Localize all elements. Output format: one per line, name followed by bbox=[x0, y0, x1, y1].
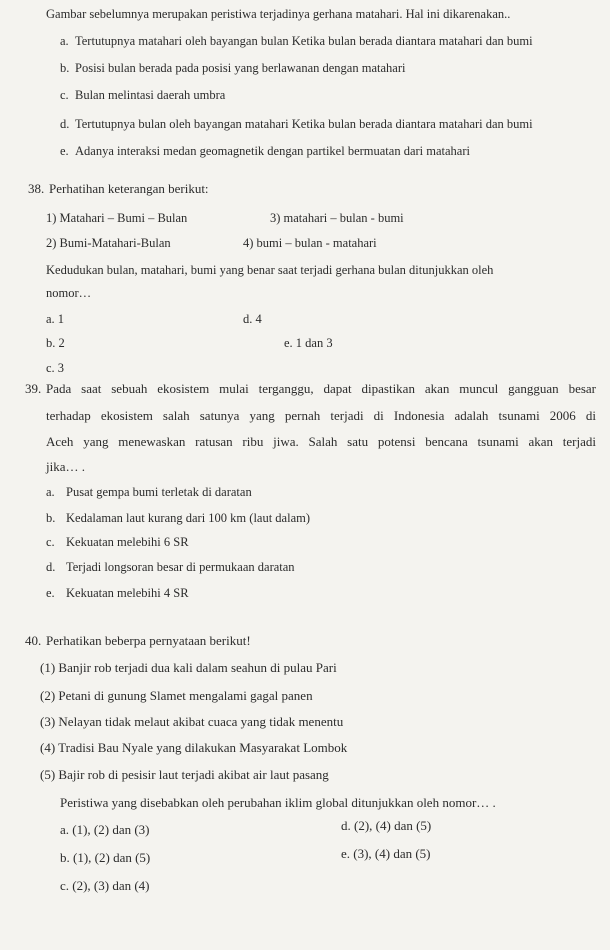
q40-statement-4: (4) Tradisi Bau Nyale yang dilakukan Masyarakat Lombok bbox=[40, 740, 348, 755]
q40-number: 40. bbox=[25, 633, 42, 648]
q37-option-c-text: Bulan melintasi daerah umbra bbox=[75, 88, 226, 102]
q37-option-e-text: Adanya interaksi medan geomagnetik dengan partikel bermuatan dari matahari bbox=[75, 144, 470, 158]
q39-text-line-4: jika… . bbox=[46, 459, 85, 474]
q40-option-a: a. (1), (2) dan (3) bbox=[60, 822, 150, 837]
q37-option-b-text: Posisi bulan berada pada posisi yang berlawanan dengan matahari bbox=[75, 61, 406, 75]
q40-option-b: b. (1), (2) dan (5) bbox=[60, 850, 151, 865]
q39-text-line-3: Aceh yang menewaskan ratusan ribu jiwa. Salah satu potensi bencana tsunami akan terjadi bbox=[46, 434, 596, 449]
q38-item-3: 3) matahari – bulan - bumi bbox=[270, 211, 404, 225]
q38-prompt-line-1: Kedudukan bulan, matahari, bumi yang benar saat terjadi gerhana bulan ditunjukkan oleh bbox=[46, 263, 494, 277]
q37-option-a-text: Tertutupnya matahari oleh bayangan bulan Ketika bulan berada diantara matahari dan bumi bbox=[75, 34, 533, 48]
q37-option-a-key: a. bbox=[60, 34, 69, 48]
q39-text-line-1: Pada saat sebuah ekosistem mulai terganggu, dapat dipastikan akan muncul gangguan besar bbox=[46, 381, 596, 396]
q39-option-a-key: a. bbox=[46, 485, 55, 499]
q37-option-c-key: c. bbox=[60, 88, 69, 102]
q37-option-d-key: d. bbox=[60, 117, 70, 131]
q38-title: Perhatihan keterangan berikut: bbox=[49, 181, 209, 196]
q38-option-a: a. 1 bbox=[46, 312, 65, 326]
q38-item-4: 4) bumi – bulan - matahari bbox=[243, 236, 377, 250]
q38-option-d: d. 4 bbox=[243, 312, 262, 326]
q40-statement-5: (5) Bajir rob di pesisir laut terjadi akibat air laut pasang bbox=[40, 767, 329, 782]
q39-option-c-key: c. bbox=[46, 535, 55, 549]
q40-statement-2: (2) Petani di gunung Slamet mengalami gagal panen bbox=[40, 688, 313, 703]
q38-option-c: c. 3 bbox=[46, 361, 65, 375]
q39-option-b-text: Kedalaman laut kurang dari 100 km (laut dalam) bbox=[66, 511, 311, 525]
q39-option-e-text: Kekuatan melebihi 4 SR bbox=[66, 586, 189, 600]
q39-option-e-key: e. bbox=[46, 586, 55, 600]
q40-statement-3: (3) Nelayan tidak melaut akibat cuaca yang tidak menentu bbox=[40, 714, 344, 729]
q39-option-b-key: b. bbox=[46, 511, 56, 525]
q37-option-e-key: e. bbox=[60, 144, 69, 158]
q38-prompt-line-2: nomor… bbox=[46, 286, 92, 300]
q37-stem: Gambar sebelumnya merupakan peristiwa terjadinya gerhana matahari. Hal ini dikarenakan.. bbox=[46, 7, 511, 21]
q40-option-e: e. (3), (4) dan (5) bbox=[341, 846, 431, 861]
q40-option-c: c. (2), (3) dan (4) bbox=[60, 878, 150, 893]
q38-option-b: b. 2 bbox=[46, 336, 65, 350]
q38-item-1: 1) Matahari – Bumi – Bulan bbox=[46, 211, 188, 225]
q40-statement-1: (1) Banjir rob terjadi dua kali dalam seahun di pulau Pari bbox=[40, 660, 337, 675]
q37-option-d-text: Tertutupnya bulan oleh bayangan matahari Ketika bulan berada diantara matahari dan bumi bbox=[75, 117, 533, 131]
q39-number: 39. bbox=[25, 381, 42, 396]
q38-option-e: e. 1 dan 3 bbox=[284, 336, 333, 350]
q39-text-line-2: terhadap ekosistem salah satunya yang pernah terjadi di Indonesia adalah tsunami 2006 di bbox=[46, 408, 596, 423]
q38-item-2: 2) Bumi-Matahari-Bulan bbox=[46, 236, 171, 250]
q39-option-c-text: Kekuatan melebihi 6 SR bbox=[66, 535, 189, 549]
q39-option-d-key: d. bbox=[46, 560, 56, 574]
q38-number: 38. bbox=[28, 181, 45, 196]
q39-option-a-text: Pusat gempa bumi terletak di daratan bbox=[66, 485, 252, 499]
q37-option-b-key: b. bbox=[60, 61, 70, 75]
q40-option-d: d. (2), (4) dan (5) bbox=[341, 818, 432, 833]
q39-option-d-text: Terjadi longsoran besar di permukaan daratan bbox=[66, 560, 295, 574]
q40-prompt: Peristiwa yang disebabkan oleh perubahan iklim global ditunjukkan oleh nomor… . bbox=[60, 795, 496, 810]
q40-title: Perhatikan beberpa pernyataan berikut! bbox=[46, 633, 251, 648]
